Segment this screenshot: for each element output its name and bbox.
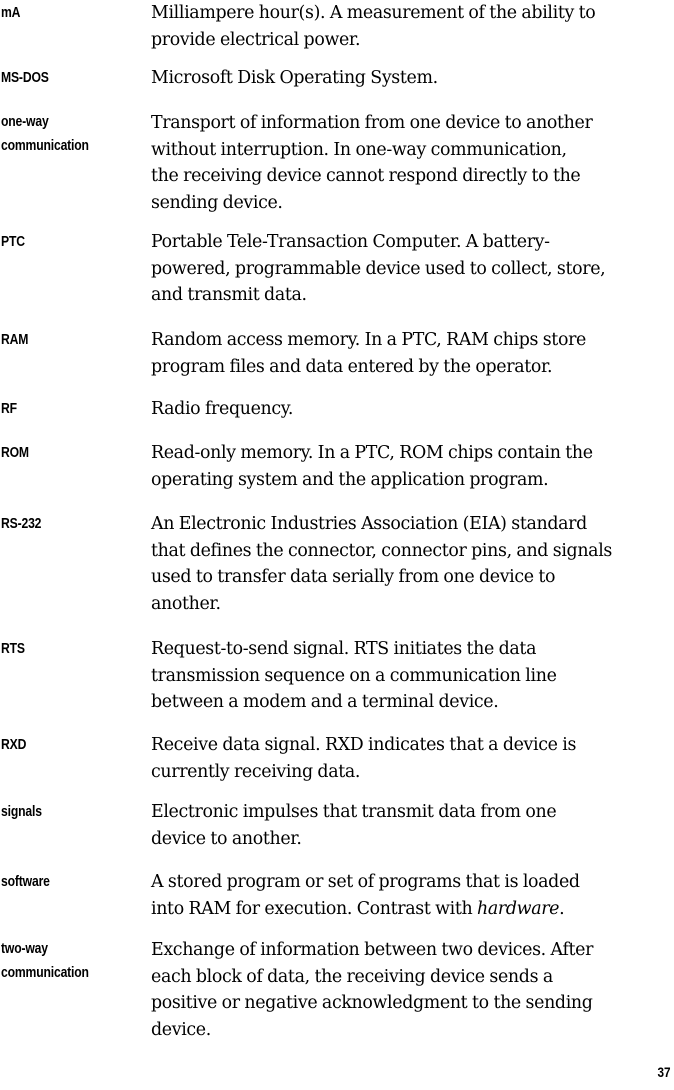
glossary-term xyxy=(1,869,119,895)
definition-line: currently receiving data. xyxy=(151,761,361,782)
glossary-term xyxy=(1,636,119,662)
glossary-definition xyxy=(151,511,671,617)
glossary-term xyxy=(1,937,119,985)
term-line: ROM xyxy=(1,445,29,461)
glossary-definition xyxy=(151,937,671,1043)
definition-line: Portable Tele-Transaction Computer. A battery- xyxy=(151,232,550,252)
glossary-definition xyxy=(151,229,671,309)
glossary-term xyxy=(1,65,119,91)
definition-line: positive or negative acknowledgment to the sending xyxy=(151,993,593,1013)
definition-line: Transport of information from one device to another xyxy=(151,113,593,133)
definition-line: Radio frequency. xyxy=(151,399,294,419)
definition-line: Electronic impulses that transmit data from one xyxy=(151,802,557,822)
definition-line: Milliampere hour(s). A measurement of the ability to xyxy=(151,3,596,23)
term-line: RF xyxy=(1,401,17,417)
term-line: two-way xyxy=(1,941,48,957)
term-line: communication xyxy=(1,965,89,981)
definition-line: powered, programmable device used to collect, store, xyxy=(151,258,606,279)
term-line: signals xyxy=(1,804,42,820)
glossary-term xyxy=(1,0,119,26)
glossary-term xyxy=(1,396,119,422)
glossary-definition xyxy=(151,0,671,53)
definition-line: Random access memory. In a PTC, RAM chips store xyxy=(151,330,586,350)
glossary-term xyxy=(1,327,119,353)
glossary-term xyxy=(1,732,119,758)
definition-emphasis: hardware xyxy=(477,898,560,919)
definition-line: another. xyxy=(151,593,221,614)
definition-line: Request-to-send signal. RTS initiates the data xyxy=(151,639,537,659)
term-line: one-way xyxy=(1,114,49,130)
glossary-term xyxy=(1,110,119,158)
definition-line xyxy=(151,896,671,923)
definition-line: the receiving device cannot respond directly to the xyxy=(151,166,581,186)
definition-line: Read-only memory. In a PTC, ROM chips contain the xyxy=(151,443,593,463)
glossary-definition xyxy=(151,327,671,380)
definition-line: sending device. xyxy=(151,192,283,213)
term-line: communication xyxy=(1,138,89,154)
glossary-term xyxy=(1,511,119,537)
glossary-definition xyxy=(151,110,671,216)
definition-line: used to transfer data serially from one device to xyxy=(151,567,556,587)
term-line: RTS xyxy=(1,641,25,657)
definition-line: without interruption. In one-way communication, xyxy=(151,139,567,160)
definition-line: device. xyxy=(151,1019,211,1040)
definition-line: An Electronic Industries Association (EIA) standard xyxy=(151,514,587,534)
glossary-definition xyxy=(151,440,671,493)
glossary-definition xyxy=(151,799,671,852)
glossary-term xyxy=(1,799,119,825)
definition-line: operating system and the application program. xyxy=(151,469,549,490)
definition-line: Receive data signal. RXD indicates that a device is xyxy=(151,735,577,755)
page-number: 37 xyxy=(657,1064,671,1080)
term-line: mA xyxy=(1,5,21,21)
definition-line: program files and data entered by the operator. xyxy=(151,356,553,377)
term-line: MS-DOS xyxy=(1,70,49,86)
term-line: RS-232 xyxy=(1,516,42,532)
glossary-definition xyxy=(151,65,671,92)
definition-line: A stored program or set of programs that is loaded xyxy=(151,872,580,892)
term-line: RXD xyxy=(1,737,27,753)
definition-line: that defines the connector, connector pins, and signals xyxy=(151,540,612,561)
term-line: software xyxy=(1,874,50,890)
glossary-definition xyxy=(151,396,671,423)
term-line: PTC xyxy=(1,234,25,250)
glossary-term xyxy=(1,229,119,255)
glossary-term xyxy=(1,440,119,466)
definition-text: into RAM for execution. Contrast with xyxy=(151,898,478,919)
glossary-definition xyxy=(151,732,671,785)
definition-line: Microsoft Disk Operating System. xyxy=(151,68,438,88)
definition-line: transmission sequence on a communication line xyxy=(151,665,557,686)
definition-line: each block of data, the receiving device sends a xyxy=(151,966,553,987)
glossary-definition xyxy=(151,869,671,922)
term-line: RAM xyxy=(1,332,29,348)
definition-line: device to another. xyxy=(151,828,302,849)
definition-text: . xyxy=(559,898,565,919)
definition-line: and transmit data. xyxy=(151,285,307,305)
definition-line: provide electrical power. xyxy=(151,29,361,50)
glossary-definition xyxy=(151,636,671,716)
definition-line: between a modem and a terminal device. xyxy=(151,692,499,712)
definition-line: Exchange of information between two devices. After xyxy=(151,940,594,960)
